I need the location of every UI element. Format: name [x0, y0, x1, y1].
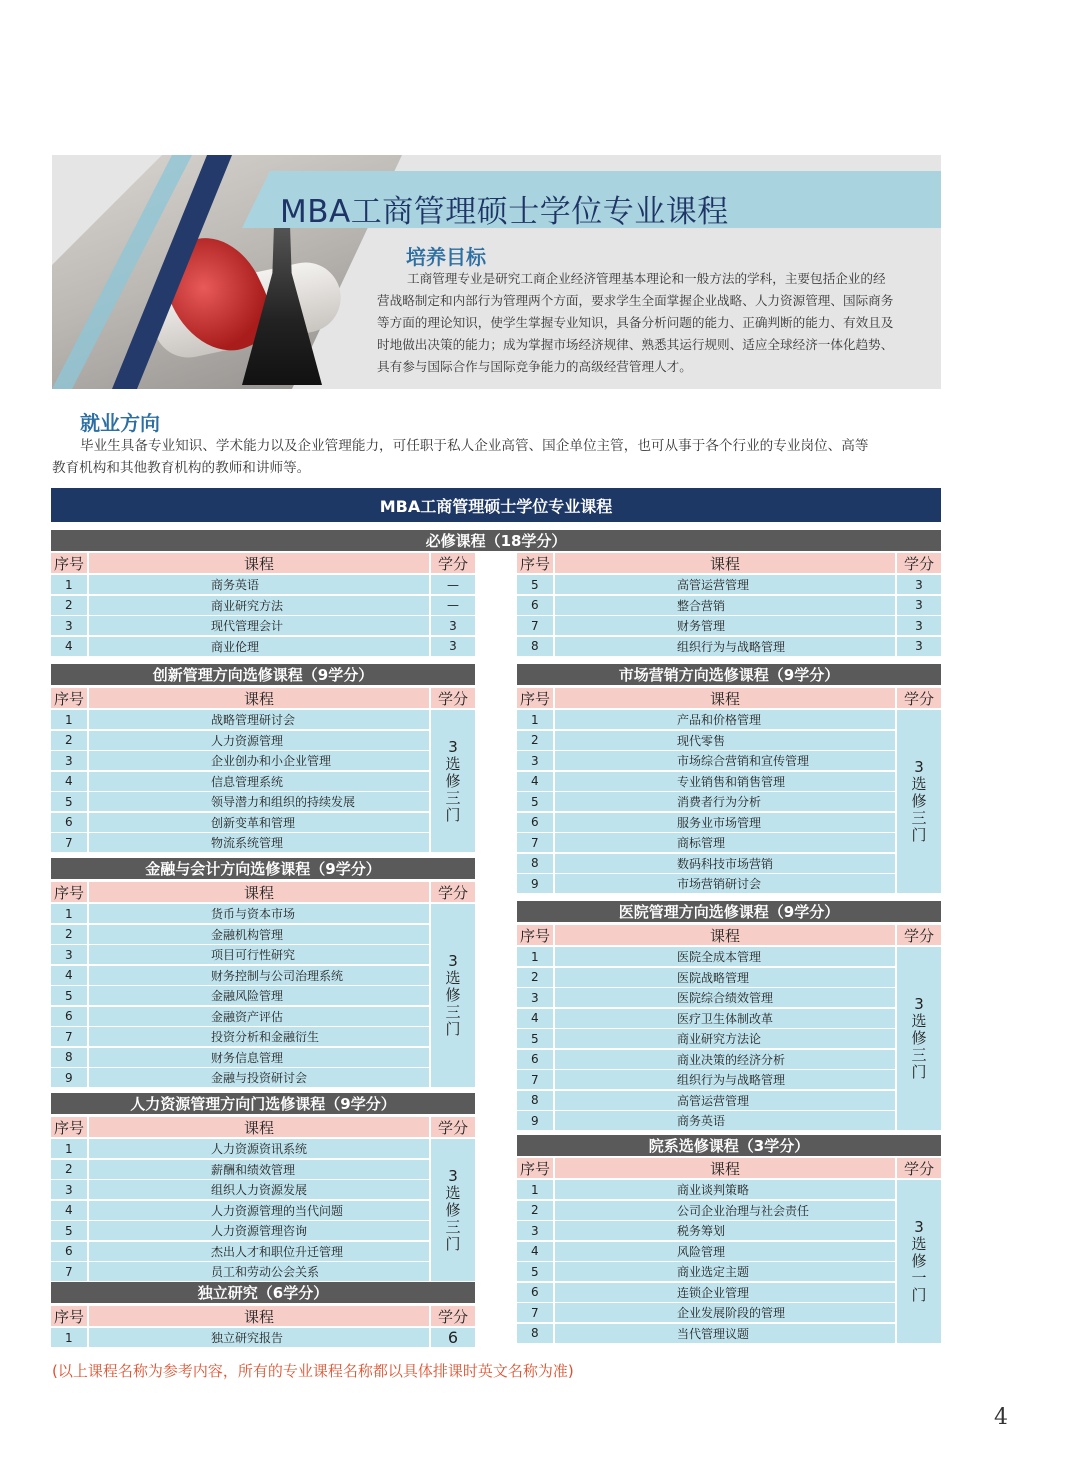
cell-no: 2: [51, 925, 87, 944]
cell-no: 1: [51, 710, 87, 729]
credit-note-char: 修: [445, 1200, 461, 1219]
table-row: [51, 1027, 475, 1046]
table-header: [51, 1306, 475, 1326]
header-no: 序号: [517, 688, 553, 708]
cell-credit: —: [431, 575, 475, 594]
cell-no: 2: [51, 1160, 87, 1179]
header-no: 序号: [51, 1117, 87, 1137]
cell-no: 7: [51, 1027, 87, 1046]
cell-course: 人力资源管理的当代问题: [89, 1201, 429, 1220]
header-course: 课程: [555, 688, 895, 708]
cell-course: 消费者行为分析: [555, 792, 895, 811]
credit-note-char: 三: [911, 1046, 927, 1064]
cell-no: 3: [517, 988, 553, 1007]
cell-course: 金融机构管理: [89, 925, 429, 944]
cell-course: 医疗卫生体制改革: [555, 1009, 895, 1028]
table-row: [517, 1217, 941, 1240]
table-row: [517, 1111, 941, 1130]
cell-credit: 3: [897, 575, 941, 594]
credit-note-char: 选: [445, 969, 461, 987]
cell-course: 信息管理系统: [89, 772, 429, 791]
credit-note: [431, 904, 475, 1087]
credit-note-char: 门: [445, 805, 461, 824]
cell-credit: —: [431, 596, 475, 615]
cell-no: 1: [517, 710, 553, 729]
table-row: [51, 731, 475, 750]
table-header: [517, 688, 941, 708]
goal-line: 时地做出决策的能力；成为掌握市场经济规律、熟悉其运行规则、适应全球经济一体化趋势、: [377, 337, 894, 352]
cell-course: 货币与资本市场: [89, 904, 429, 923]
cell-no: 2: [517, 731, 553, 750]
cell-course: 医院综合绩效管理: [555, 988, 895, 1007]
table-row: [517, 947, 941, 966]
header-course: 课程: [555, 553, 895, 573]
cell-no: 4: [517, 1242, 553, 1261]
cell-no: 7: [517, 833, 553, 852]
cell-course: 战略管理研讨会: [89, 710, 429, 729]
cell-no: 4: [517, 1009, 553, 1028]
table-row: [51, 1068, 475, 1087]
cell-no: 4: [51, 772, 87, 791]
header-credit: 学分: [431, 1117, 475, 1137]
course-table-title: MBA工商管理硕士学位专业课程: [51, 488, 941, 522]
cell-no: 7: [51, 833, 87, 852]
table-row: [517, 813, 941, 832]
credit-note-char: 选: [911, 775, 927, 793]
table-row: [517, 833, 941, 852]
cell-course: 金融与投资研讨会: [89, 1068, 429, 1087]
cell-credit: 6: [431, 1328, 475, 1347]
header-course: 课程: [89, 688, 429, 708]
header-no: 序号: [517, 1158, 553, 1178]
cell-no: 5: [51, 986, 87, 1005]
required-section-title: 必修课程（18学分）: [51, 530, 941, 551]
career-heading: 就业方向: [80, 411, 160, 435]
table-row: [51, 986, 475, 1005]
cell-course: 投资分析和金融衍生: [89, 1027, 429, 1046]
table-header: [51, 553, 475, 573]
table-row: [517, 1050, 941, 1069]
cell-no: 4: [517, 772, 553, 791]
cell-no: 5: [517, 1029, 553, 1048]
header-no: 序号: [517, 553, 553, 573]
table-row: [51, 1262, 475, 1281]
finance-section-title: 金融与会计方向选修课程（9学分）: [51, 858, 475, 879]
cell-no: 5: [517, 575, 553, 594]
career-line: 教育机构和其他教育机构的教师和讲师等。: [52, 460, 311, 476]
cell-no: 9: [517, 874, 553, 893]
table-row: [517, 772, 941, 791]
cell-no: 6: [517, 813, 553, 832]
research-section-title: 独立研究（6学分）: [51, 1282, 475, 1303]
credit-note-char: 三: [445, 1217, 461, 1236]
credit-note: [897, 710, 941, 893]
credit-note: [431, 1139, 475, 1281]
header-course: 课程: [89, 882, 429, 902]
goal-line: 具有参与国际合作与国际竞争能力的高级经营管理人才。: [377, 359, 692, 374]
table-row: [517, 1283, 941, 1302]
cell-no: 7: [517, 616, 553, 635]
table-header: [51, 882, 475, 902]
table-header: [51, 1117, 475, 1137]
cell-course: 商标管理: [555, 833, 895, 852]
table-row: [51, 575, 475, 594]
goal-paragraph: [377, 268, 917, 378]
table-row: [517, 1180, 941, 1199]
cell-no: 9: [517, 1111, 553, 1130]
header-course: 课程: [89, 553, 429, 573]
credit-note-char: 修: [911, 1029, 927, 1047]
cell-credit: 3: [431, 616, 475, 635]
cell-course: 物流系统管理: [89, 833, 429, 852]
credit-note: [431, 710, 475, 852]
table-row: [517, 968, 941, 987]
table-row: [517, 1091, 941, 1110]
cell-no: 3: [517, 751, 553, 770]
header-course: 课程: [555, 925, 895, 945]
cell-course: 商业研究方法: [89, 596, 429, 615]
career-paragraph: [52, 435, 942, 479]
table-header: [517, 925, 941, 945]
header-no: 序号: [51, 688, 87, 708]
cell-no: 6: [517, 596, 553, 615]
cell-no: 7: [517, 1070, 553, 1089]
cell-no: 8: [517, 637, 553, 656]
cell-no: 2: [51, 731, 87, 750]
table-row: [51, 596, 475, 615]
cell-no: 6: [51, 1242, 87, 1261]
table-row: [51, 1160, 475, 1179]
cell-course: 风险管理: [555, 1242, 895, 1261]
innovation-section-title: 创新管理方向选修课程（9学分）: [51, 664, 475, 685]
table-row: [517, 1201, 941, 1220]
cell-no: 4: [51, 1201, 87, 1220]
cell-course: 医院全成本管理: [555, 947, 895, 966]
credit-note-char: 3: [914, 995, 924, 1013]
cell-course: 独立研究报告: [89, 1328, 429, 1347]
cell-course: 商业选定主题: [555, 1262, 895, 1281]
table-row: [51, 616, 475, 635]
cell-credit: 3: [431, 637, 475, 656]
table-row: [517, 751, 941, 770]
credit-note-char: 修: [911, 1251, 927, 1270]
cell-no: 2: [517, 968, 553, 987]
goal-line: 营战略制定和内部行为管理两个方面，要求学生全面掌握企业战略、人力资源管理、国际商务: [377, 293, 894, 308]
header-credit: 学分: [897, 553, 941, 573]
cell-course: 公司企业治理与社会责任: [555, 1201, 895, 1220]
credit-note-char: 一: [911, 1268, 927, 1287]
cell-no: 1: [51, 1139, 87, 1158]
cell-course: 税务筹划: [555, 1221, 895, 1240]
cell-course: 市场综合营销和宣传管理: [555, 751, 895, 770]
cell-no: 6: [51, 1007, 87, 1026]
table-row: [517, 1242, 941, 1261]
table-row: [51, 710, 475, 729]
credit-note-char: 修: [445, 771, 461, 790]
credit-note-char: 门: [445, 1020, 461, 1038]
credit-note-char: 门: [911, 1063, 927, 1081]
table-header: [517, 553, 941, 573]
cell-no: 3: [51, 1180, 87, 1199]
credit-note-char: 选: [911, 1234, 927, 1253]
cell-course: 财务信息管理: [89, 1048, 429, 1067]
cell-course: 产品和价格管理: [555, 710, 895, 729]
cell-no: 6: [517, 1050, 553, 1069]
cell-no: 8: [51, 1048, 87, 1067]
cell-course: 企业创办和小企业管理: [89, 751, 429, 770]
table-row: [517, 1262, 941, 1281]
table-row: [517, 1070, 941, 1089]
table-row: [517, 1324, 941, 1343]
table-row: [51, 1242, 475, 1261]
table-row: [51, 813, 475, 832]
cell-no: 4: [51, 966, 87, 985]
cell-course: 领导潜力和组织的持续发展: [89, 792, 429, 811]
table-header: [517, 1158, 941, 1178]
footnote: (以上课程名称为参考内容，所有的专业课程名称都以具体排课时英文名称为准): [52, 1362, 574, 1380]
header-credit: 学分: [897, 925, 941, 945]
table-row: [51, 1048, 475, 1067]
cell-course: 商业研究方法论: [555, 1029, 895, 1048]
cell-course: 人力资源管理: [89, 731, 429, 750]
cell-course: 服务业市场管理: [555, 813, 895, 832]
cell-course: 商业伦理: [89, 637, 429, 656]
header-credit: 学分: [431, 1306, 475, 1326]
cell-course: 组织行为与战略管理: [555, 637, 895, 656]
cell-no: 3: [517, 1221, 553, 1240]
hospital-section-title: 医院管理方向选修课程（9学分）: [517, 901, 941, 922]
header-course: 课程: [555, 1158, 895, 1178]
credit-note-char: 选: [911, 1012, 927, 1030]
cell-course: 商务英语: [89, 575, 429, 594]
table-row: [517, 792, 941, 811]
table-row: [517, 710, 941, 729]
cell-course: 商务英语: [555, 1111, 895, 1130]
table-row: [517, 616, 941, 635]
cell-no: 3: [51, 945, 87, 964]
cell-no: 1: [517, 947, 553, 966]
cell-course: 员工和劳动公会关系: [89, 1262, 429, 1281]
credit-note: [897, 1180, 941, 1343]
table-row: [51, 1217, 475, 1240]
table-row: [51, 833, 475, 852]
page-number: 4: [994, 1405, 1008, 1430]
table-row: [517, 1303, 941, 1322]
goal-line: 等方面的理论知识，使学生掌握专业知识，具备分析问题的能力、正确判断的能力、有效且及: [377, 315, 894, 330]
table-row: [51, 1007, 475, 1026]
credit-note-char: 三: [445, 1003, 461, 1021]
cell-no: 7: [51, 1262, 87, 1281]
cell-no: 3: [51, 616, 87, 635]
page-title: MBA工商管理硕士学位专业课程: [280, 194, 729, 230]
career-line: 毕业生具备专业知识、学术能力以及企业管理能力，可任职于私人企业高管、国企单位主管，也可从事于各个行业的专业岗位、高等: [80, 438, 869, 454]
table-row: [51, 788, 475, 811]
credit-note-char: 选: [445, 1183, 461, 1202]
cell-no: 1: [517, 1180, 553, 1199]
cell-course: 金融风险管理: [89, 986, 429, 1005]
cell-course: 连锁企业管理: [555, 1283, 895, 1302]
cell-no: 5: [517, 1262, 553, 1281]
cell-course: 商业决策的经济分析: [555, 1050, 895, 1069]
cell-course: 薪酬和绩效管理: [89, 1160, 429, 1179]
table-row: [517, 854, 941, 873]
cell-no: 6: [51, 813, 87, 832]
goal-line: 工商管理专业是研究工商企业经济管理基本理论和一般方法的学科，主要包括企业的经: [407, 271, 886, 286]
table-row: [51, 637, 475, 656]
header-no: 序号: [51, 882, 87, 902]
cell-no: 1: [51, 904, 87, 923]
cell-course: 专业销售和销售管理: [555, 772, 895, 791]
credit-note-char: 门: [445, 1234, 461, 1253]
table-row: [51, 966, 475, 985]
cell-course: 财务管理: [555, 616, 895, 635]
header-no: 序号: [51, 553, 87, 573]
credit-note-char: 修: [445, 986, 461, 1004]
cell-no: 4: [51, 637, 87, 656]
header-credit: 学分: [431, 882, 475, 902]
cell-no: 8: [517, 854, 553, 873]
cell-course: 人力资源管理咨询: [89, 1221, 429, 1240]
cell-course: 组织行为与战略管理: [555, 1070, 895, 1089]
cell-course: 数码科技市场营销: [555, 854, 895, 873]
credit-note-char: 3: [448, 1166, 458, 1185]
table-row: [51, 925, 475, 944]
cell-course: 创新变革和管理: [89, 813, 429, 832]
cell-course: 财务控制与公司治理系统: [89, 966, 429, 985]
credit-note-char: 选: [445, 754, 461, 773]
cell-course: 人力资源资讯系统: [89, 1139, 429, 1158]
table-row: [51, 945, 475, 964]
cell-no: 8: [517, 1324, 553, 1343]
header-credit: 学分: [431, 688, 475, 708]
cell-no: 9: [51, 1068, 87, 1087]
table-row: [517, 1009, 941, 1028]
table-row: [51, 1180, 475, 1199]
header-credit: 学分: [897, 1158, 941, 1178]
credit-note-char: 3: [448, 737, 458, 756]
header-course: 课程: [89, 1306, 429, 1326]
cell-no: 5: [51, 1221, 87, 1240]
credit-note-char: 3: [914, 1217, 924, 1236]
table-row: [51, 904, 475, 923]
cell-course: 现代管理会计: [89, 616, 429, 635]
goal-heading: 培养目标: [406, 245, 486, 269]
table-row: [517, 1029, 941, 1048]
cell-no: 5: [51, 792, 87, 811]
cell-course: 高管运营管理: [555, 1091, 895, 1110]
cell-no: 2: [51, 596, 87, 615]
cell-course: 医院战略管理: [555, 968, 895, 987]
table-row: [517, 731, 941, 750]
table-row: [517, 637, 941, 656]
cell-course: 企业发展阶段的管理: [555, 1303, 895, 1322]
table-row: [51, 1328, 475, 1347]
credit-note-char: 三: [445, 788, 461, 807]
cell-course: 组织人力资源发展: [89, 1180, 429, 1199]
college-section-title: 院系选修课程（3学分）: [517, 1135, 941, 1156]
credit-note-char: 门: [911, 826, 927, 844]
cell-no: 2: [517, 1201, 553, 1220]
cell-course: 市场营销研讨会: [555, 874, 895, 893]
table-row: [51, 772, 475, 791]
cell-course: 现代零售: [555, 731, 895, 750]
table-row: [51, 751, 475, 770]
table-row: [51, 1201, 475, 1220]
table-row: [517, 988, 941, 1007]
cell-no: 3: [51, 751, 87, 770]
cell-course: 商业谈判策略: [555, 1180, 895, 1199]
cell-no: 8: [517, 1091, 553, 1110]
table-row: [51, 1139, 475, 1158]
table-row: [517, 575, 941, 594]
cell-credit: 3: [897, 596, 941, 615]
table-row: [517, 596, 941, 615]
cell-course: 项目可行性研究: [89, 945, 429, 964]
cell-course: 整合营销: [555, 596, 895, 615]
credit-note: [897, 947, 941, 1130]
credit-note-char: 修: [911, 792, 927, 810]
cell-course: 当代管理议题: [555, 1324, 895, 1343]
credit-note-char: 门: [911, 1285, 927, 1304]
header-no: 序号: [51, 1306, 87, 1326]
cell-course: 金融资产评估: [89, 1007, 429, 1026]
cell-course: 杰出人才和职位升迁管理: [89, 1242, 429, 1261]
header-credit: 学分: [431, 553, 475, 573]
cell-credit: 3: [897, 637, 941, 656]
header-course: 课程: [89, 1117, 429, 1137]
header-no: 序号: [517, 925, 553, 945]
cell-no: 7: [517, 1303, 553, 1322]
cell-no: 1: [51, 1328, 87, 1347]
cell-course: 高管运营管理: [555, 575, 895, 594]
credit-note-char: 3: [448, 952, 458, 970]
cell-no: 1: [51, 575, 87, 594]
credit-note-char: 3: [914, 758, 924, 776]
credit-note-char: 三: [911, 809, 927, 827]
cell-no: 6: [517, 1283, 553, 1302]
cell-no: 5: [517, 792, 553, 811]
marketing-section-title: 市场营销方向选修课程（9学分）: [517, 664, 941, 685]
header-credit: 学分: [897, 688, 941, 708]
table-header: [51, 688, 475, 708]
cell-credit: 3: [897, 616, 941, 635]
table-row: [517, 874, 941, 893]
hr-section-title: 人力资源管理方向门选修课程（9学分）: [51, 1093, 475, 1114]
